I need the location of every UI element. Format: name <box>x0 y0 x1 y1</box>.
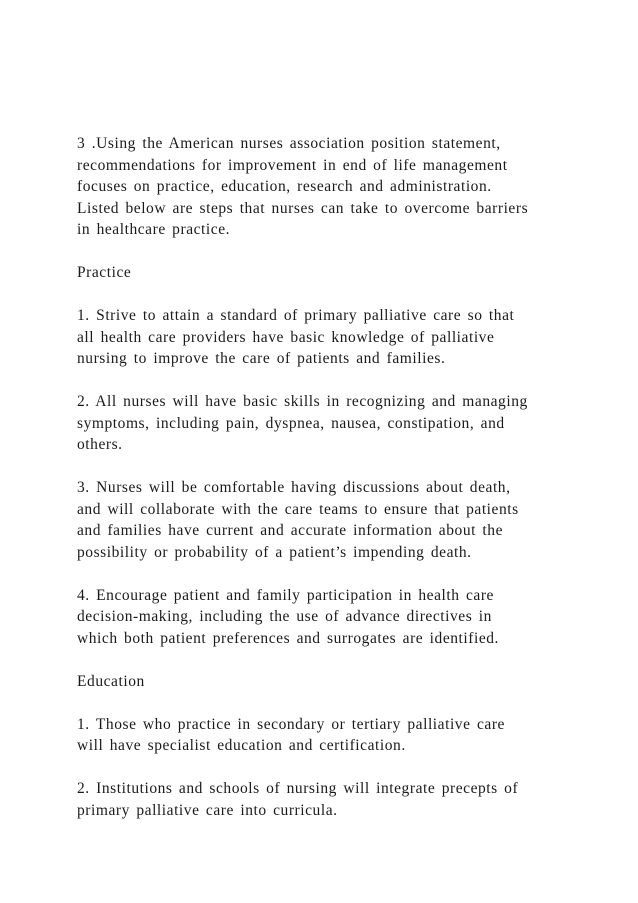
text-line: 2. Institutions and schools of nursing will integrate precepts of <box>77 780 519 797</box>
intro-paragraph <box>77 133 577 241</box>
heading-text: Practice <box>77 264 132 281</box>
text-line: and will collaborate with the care teams to ensure that patients <box>77 500 519 518</box>
heading-text: Education <box>77 672 145 690</box>
text-line: and families have current and accurate information about the <box>77 522 504 539</box>
document-body <box>77 133 577 843</box>
text-line: 3 .Using the American nurses association position statement, <box>77 135 501 152</box>
practice-item-1 <box>77 305 577 370</box>
text-line: primary palliative care into curricula. <box>77 801 338 819</box>
section-heading-education <box>77 671 577 693</box>
text-line: in healthcare practice. <box>77 221 231 238</box>
practice-item-2 <box>77 391 577 456</box>
text-line: symptoms, including pain, dyspnea, nausea, constipation, and <box>77 414 505 432</box>
text-line: nursing to improve the care of patients and families. <box>77 350 446 367</box>
text-line: 1. Those who practice in secondary or tertiary palliative care <box>77 715 505 733</box>
education-item-1 <box>77 714 577 757</box>
text-line: 1. Strive to attain a standard of primary palliative care so that <box>77 307 515 324</box>
text-line: 2. All nurses will have basic skills in recognizing and managing <box>77 393 528 410</box>
text-line: possibility or probability of a patient’s impending death. <box>77 543 472 561</box>
text-line: decision-making, including the use of advance directives in <box>77 608 492 625</box>
text-line: 4. Encourage patient and family participation in health care <box>77 586 494 604</box>
text-line: focuses on practice, education, research and administration. <box>77 178 492 195</box>
text-line: which both patient preferences and surrogates are identified. <box>77 629 499 647</box>
text-line: recommendations for improvement in end of life management <box>77 156 508 174</box>
practice-item-3 <box>77 477 577 563</box>
section-heading-practice <box>77 262 577 284</box>
text-line: others. <box>77 436 123 453</box>
text-line: Listed below are steps that nurses can take to overcome barriers <box>77 199 529 217</box>
text-line: 3. Nurses will be comfortable having discussions about death, <box>77 479 511 496</box>
practice-item-4 <box>77 585 577 650</box>
text-line: all health care providers have basic knowledge of palliative <box>77 328 495 346</box>
text-line: will have specialist education and certification. <box>77 737 406 754</box>
education-item-2 <box>77 778 577 821</box>
